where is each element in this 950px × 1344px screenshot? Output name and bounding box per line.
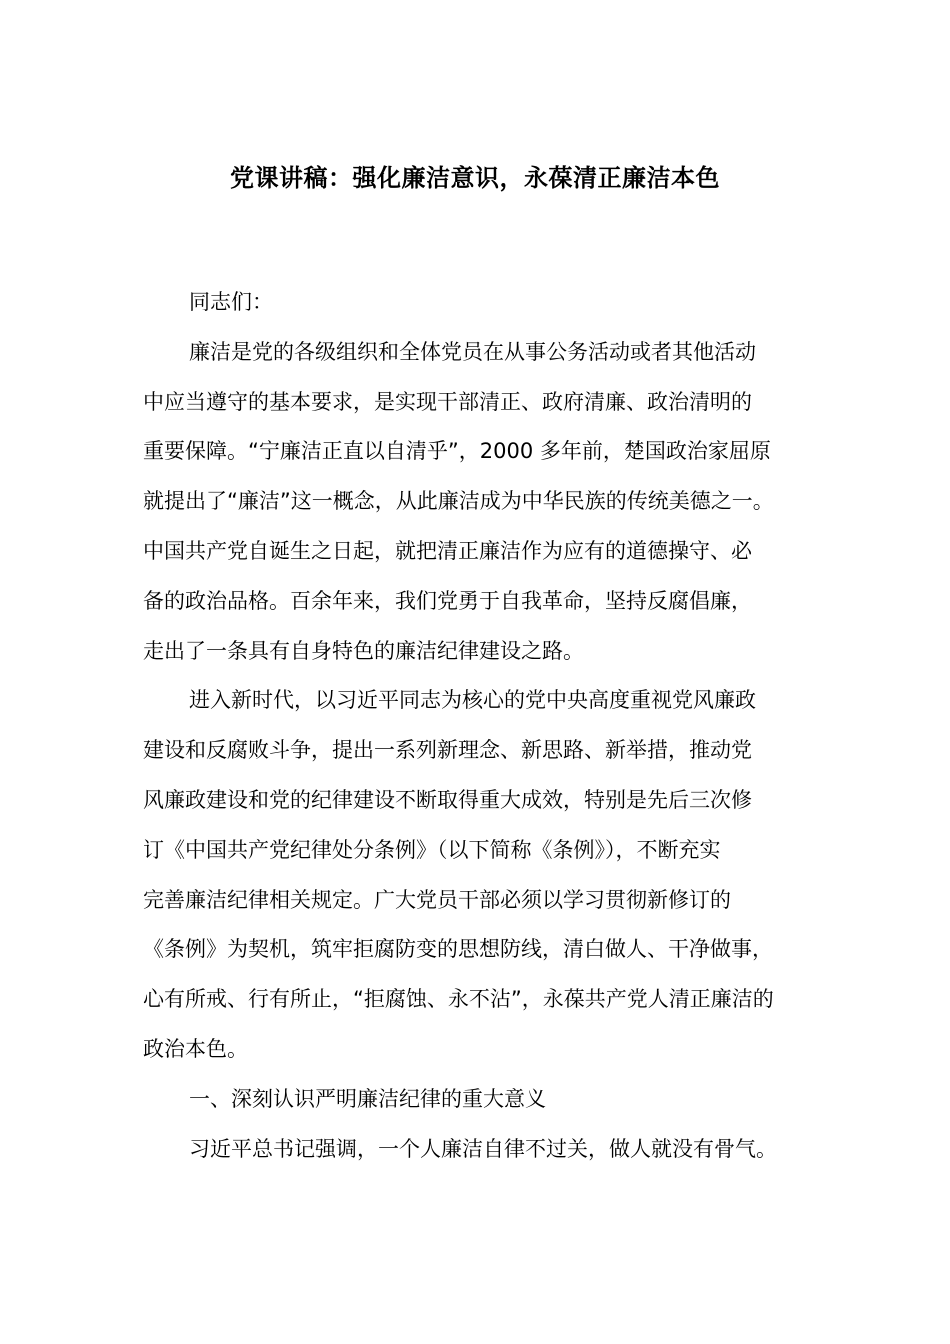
paragraph-line: 心有所戒、行有所止，“拒腐蚀、永不沾”，永葆共产党人清正廉洁的: [143, 987, 774, 1012]
paragraph-line: 进入新时代，以习近平同志为核心的党中央高度重视党风廉政: [189, 688, 756, 713]
paragraph-line: 廉洁是党的各级组织和全体党员在从事公务活动或者其他活动: [189, 339, 756, 364]
paragraph-line: 中应当遵守的基本要求，是实现干部清正、政府清廉、政治清明的: [143, 389, 752, 414]
salutation-line: 同志们：: [189, 290, 273, 314]
paragraph-line: 完善廉洁纪律相关规定。广大党员干部必须以学习贯彻新修订的: [143, 887, 731, 912]
paragraph-line: 习近平总书记强调，一个人廉洁自律不过关，做人就没有骨气。: [189, 1136, 777, 1161]
document-title: 党课讲稿：强化廉洁意识，永葆清正廉洁本色: [230, 164, 720, 192]
document-body: [143, 278, 833, 1174]
paragraph-line: 政治本色。: [143, 1036, 248, 1061]
paragraph-line: 就提出了“廉洁”这一概念，从此廉洁成为中华民族的传统美德之一。: [143, 489, 774, 514]
paragraph-line: 重要保障。“宁廉洁正直以自清乎”，2000 多年前，楚国政治家屈原: [143, 439, 771, 464]
paragraph-line: 《条例》为契机，筑牢拒腐防变的思想防线，清白做人、干净做事，: [143, 937, 773, 962]
paragraph-line: 中国共产党自诞生之日起，就把清正廉洁作为应有的道德操守、必: [143, 538, 752, 563]
section-heading: 一、深刻认识严明廉洁纪律的重大意义: [189, 1086, 546, 1111]
paragraph-line: 建设和反腐败斗争，提出一系列新理念、新思路、新举措，推动党: [143, 738, 752, 763]
paragraph-line: 备的政治品格。百余年来，我们党勇于自我革命，坚持反腐倡廉，: [143, 588, 752, 613]
paragraph-line: 走出了一条具有自身特色的廉洁纪律建设之路。: [143, 638, 584, 663]
paragraph-line: 风廉政建设和党的纪律建设不断取得重大成效，特别是先后三次修: [143, 787, 752, 812]
paragraph-line: 订《中国共产党纪律处分条例》（以下简称《条例》），不断充实: [143, 837, 721, 862]
